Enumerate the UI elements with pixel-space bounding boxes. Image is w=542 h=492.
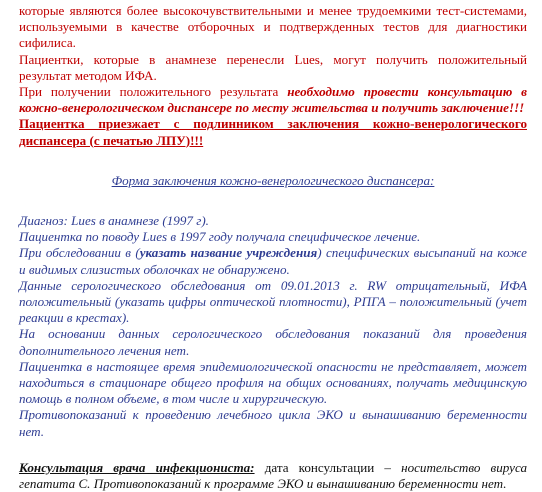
form-treatment-line: Пациентка по поводу Lues в 1997 году получала специфическое лечение. bbox=[19, 229, 421, 245]
form-no-treatment-line: На основании данных серологического обследования показаний для проведения дополнительного лечения нет. bbox=[19, 326, 527, 358]
infectionist-label: Консультация врача инфекциониста: bbox=[19, 459, 255, 475]
form-epidemiology-line: Пациентка в настоящее время эпидемиологической опасности не представляет, может находиться в стационаре общего профиля на общих основаниях, получать медицинскую помощь в полном объеме, в том числе и хирургическую. bbox=[19, 358, 527, 407]
form-diagnosis-line: Диагноз: Lues в анамнезе (1997 г). bbox=[19, 213, 209, 229]
consultation-date-text: дата консультации – bbox=[254, 459, 402, 475]
form-title: Форма заключения кожно-венерологического диспансера: bbox=[111, 172, 435, 188]
infectionist-consultation bbox=[19, 460, 527, 492]
form-examination-line bbox=[19, 245, 527, 277]
examination-tail: ) специфических высыпаний на коже и видимых слизистых оболочках не обнаружено. bbox=[19, 245, 527, 277]
institution-placeholder: указать название учреждения bbox=[139, 245, 318, 261]
intro-paragraph-tests: которые являются более высокочувствительными и менее трудоемкими тест-системами, используемыми в качестве отборочных и подтвержденных тестов для диагностики сифилиса. bbox=[19, 3, 527, 51]
form-serology-line: Данные серологического обследования от 09.01.2013 г. RW отрицательный, ИФА положительный (указать цифры оптической плотности), РПГА – положительный (учет реакции в крестах). bbox=[19, 277, 527, 326]
document-page bbox=[19, 3, 527, 492]
form-ivf-line: Противопоказаний к проведению лечебного цикла ЭКО и вынашиванию беременности нет. bbox=[19, 407, 527, 439]
intro-paragraph-original-conclusion: Пациентка приезжает с подлинником заключения кожно-венерологического диспансера (с печатью ЛПУ)!!! bbox=[19, 116, 527, 148]
intro-paragraph-lues: Пациентки, которые в анамнезе перенесли Lues, могут получить положительный результат методом ИФА. bbox=[19, 51, 527, 83]
examination-lead: При обследовании в ( bbox=[19, 245, 140, 261]
consultation-result-text: носительство вируса гепатита С. Противопоказаний к программе ЭКО и вынашиванию беременности нет. bbox=[19, 459, 527, 492]
intro-paragraph-positive-result bbox=[19, 84, 527, 116]
consultation-requirement: необходимо провести консультацию в кожно-венерологическом диспансере по месту жительства и получить заключение!!! bbox=[19, 84, 527, 116]
positive-result-lead: При получении положительного результата bbox=[19, 84, 288, 100]
